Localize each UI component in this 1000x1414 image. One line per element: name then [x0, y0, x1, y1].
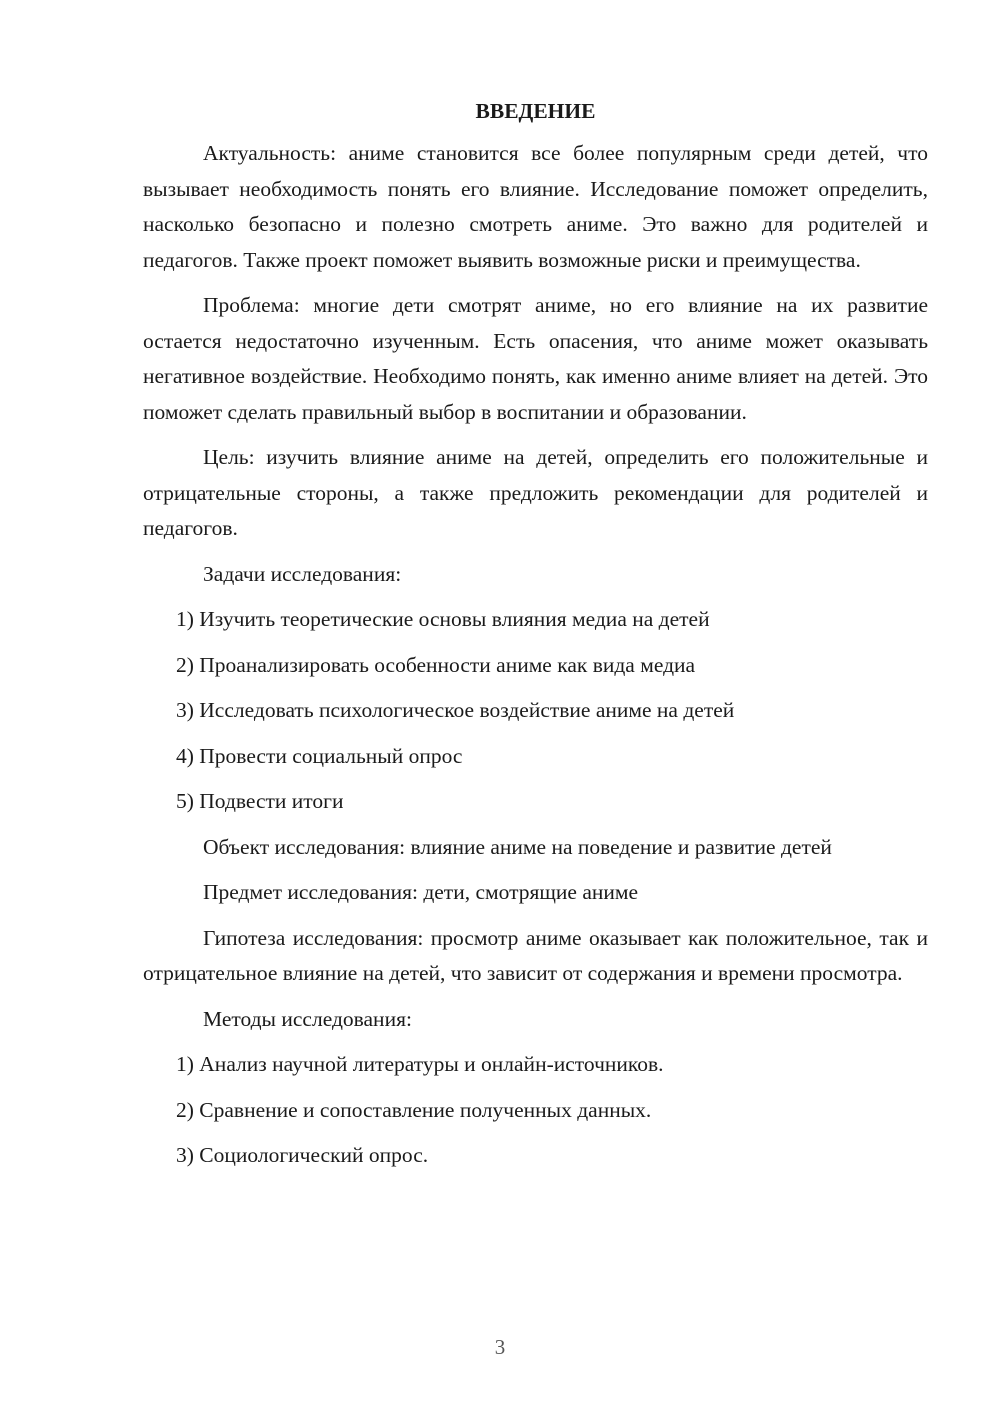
page-number: 3	[494, 1335, 506, 1359]
tasks-title: Задачи исследования:	[203, 561, 402, 586]
method-item: 2) Сравнение и сопоставление полученных данных.	[176, 1097, 652, 1122]
document-page	[143, 96, 928, 1184]
goal-paragraph: Цель: изучить влияние аниме на детей, определить его положительные и отрицательные стороны, а также предложить рекомендации для родителей и педагогов.	[143, 445, 928, 540]
relevance-paragraph: Актуальность: аниме становится все более популярным среди детей, что вызывает необходимость понять его влияние. Исследование поможет определить, насколько безопасно и полезно смотреть аниме. Это важно для родителей и педагогов. Также проект поможет выявить возможные риски и преимущества.	[143, 141, 928, 272]
task-item: 1) Изучить теоретические основы влияния медиа на детей	[176, 607, 710, 631]
research-object: Объект исследования: влияние аниме на поведение и развитие детей	[203, 834, 832, 859]
section-heading: ВВЕДЕНИЕ	[475, 99, 596, 123]
task-item: 2) Проанализировать особенности аниме как вида медиа	[176, 652, 696, 677]
task-item: 3) Исследовать психологическое воздействие аниме на детей	[176, 698, 735, 722]
hypothesis-paragraph: Гипотеза исследования: просмотр аниме оказывает как положительное, так и отрицательное влияние на детей, что зависит от содержания и времени просмотра.	[143, 925, 928, 985]
methods-title: Методы исследования:	[203, 1006, 412, 1031]
problem-paragraph: Проблема: многие дети смотрят аниме, но его влияние на их развитие остается недостаточно изученным. Есть опасения, что аниме может оказывать негативное воздействие. Необходимо понять, как именно аниме влияет на детей. Это поможет сделать правильный выбор в воспитании и образовании.	[143, 293, 928, 424]
method-item: 1) Анализ научной литературы и онлайн-источников.	[176, 1052, 664, 1076]
task-item: 4) Провести социальный опрос	[176, 743, 463, 768]
research-subject: Предмет исследования: дети, смотрящие аниме	[203, 880, 639, 904]
method-item: 3) Социологический опрос.	[176, 1143, 429, 1167]
task-item: 5) Подвести итоги	[176, 789, 344, 813]
